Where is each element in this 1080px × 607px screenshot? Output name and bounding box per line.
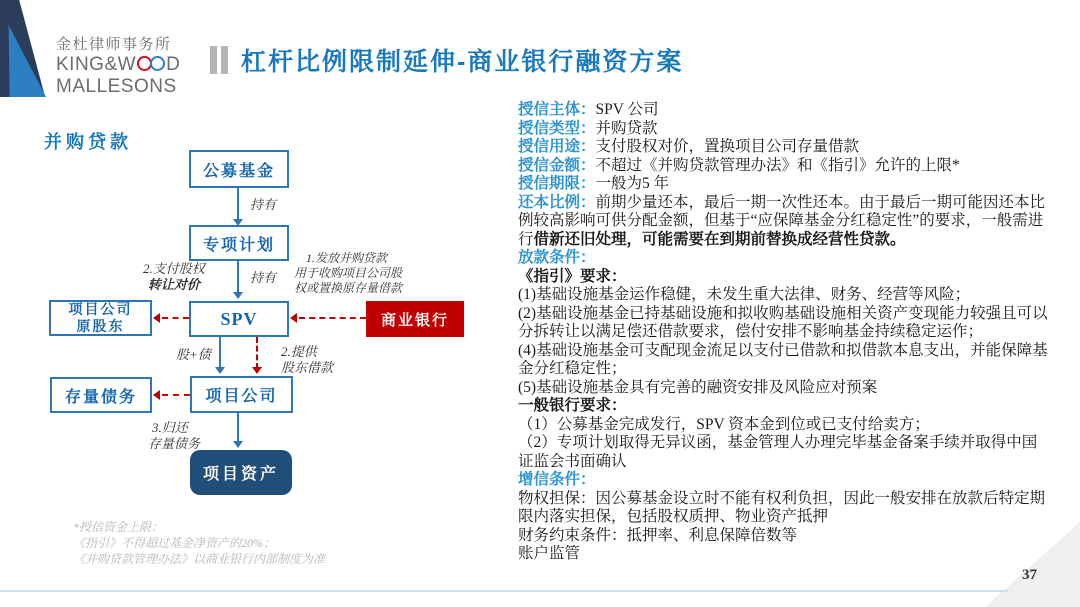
- label-repay-debt-line2: 存量债务: [148, 436, 201, 451]
- node-spv-label: SPV: [220, 308, 258, 329]
- arrow-fund-to-plan: [237, 188, 239, 221]
- details-panel: [518, 101, 1050, 564]
- footnote: [73, 519, 325, 567]
- detail-text: 一般为5 年: [595, 175, 670, 192]
- node-special-plan: [189, 225, 289, 261]
- label-pay-equity: [143, 261, 205, 293]
- label-repay-debt: [148, 420, 200, 452]
- label-provide-loan: [281, 344, 333, 376]
- arrow-spv-to-company: [219, 337, 221, 369]
- guide-item-5: (5)基础设施基金具有完善的融资安排及风险应对预案: [518, 378, 878, 396]
- detail-text: SPV 公司: [595, 101, 659, 118]
- label-hold-2: 持有: [250, 270, 277, 285]
- node-commercial-bank: [366, 301, 464, 337]
- section-label: 增信条件：: [518, 471, 596, 488]
- arrowhead-company-to-assets: [233, 441, 243, 448]
- title-bar-1: [210, 46, 217, 74]
- arrow-spv-to-shareholders: [162, 317, 189, 319]
- arrowhead-bank-to-spv: [290, 313, 297, 323]
- enhancement-item-account: 账户监管: [518, 545, 581, 562]
- node-original-shareholders: [49, 300, 152, 336]
- node-project-company: [190, 376, 293, 413]
- arrow-bank-to-spv: [299, 317, 366, 319]
- label-bank-loan-note: [294, 251, 402, 296]
- label-provide-loan-line1: 2.提供: [281, 344, 317, 359]
- page-number: 37: [1022, 567, 1037, 583]
- title-bar-2: [221, 46, 228, 74]
- diagram-heading: 并购贷款: [44, 132, 132, 152]
- kwm-logo-mark-icon: [0, 0, 48, 97]
- node-project-company-label: 项目公司: [205, 388, 278, 405]
- detail-text: 支付股权对价，置换项目公司存量借款: [595, 138, 860, 155]
- kwm-blue-ring-icon: [150, 56, 165, 71]
- arrowhead-spv-to-shareholders: [153, 313, 160, 323]
- logo-english-line2: MALLESONS: [56, 76, 177, 97]
- label-hold-1: 持有: [250, 197, 277, 212]
- detail-text: 前期少量还本，最后一期一次性还本。由于最后一期可能因还本比例较高影响可供分配金额，但基于“应保障基金分红稳定性”的要求，一般需进行: [518, 193, 1046, 248]
- detail-text: 并购贷款: [595, 119, 658, 137]
- label-pay-equity-line2: 转让对价: [147, 277, 200, 292]
- logo-chinese-name: 金杜律师事务所: [56, 36, 172, 53]
- section-credit-enhancement: [518, 471, 1050, 490]
- node-existing-debt: [50, 377, 152, 413]
- logo-en-suffix: D: [166, 54, 181, 75]
- bank-requirements-header: 一般银行要求：: [518, 397, 627, 414]
- arrowhead-plan-to-spv: [233, 292, 243, 299]
- arrowhead-spv-to-company: [215, 367, 225, 374]
- detail-row-credit-term: [518, 175, 1050, 194]
- detail-row-credit-type: [518, 120, 1050, 139]
- detail-text: 不超过《并购贷款管理办法》和《指引》允许的上限*: [595, 156, 960, 174]
- footnote-line2: 《指引》不得超过基金净资产的20%；: [73, 536, 275, 550]
- detail-label: 还本比例：: [518, 193, 596, 211]
- detail-row-repayment-ratio: [518, 194, 1050, 250]
- label-bank-loan-note-line3: 权或置换原存量借款: [294, 281, 403, 295]
- bank-item-1: （1）公募基金完成发行，SPV 资本金到位或已支付给卖方；: [518, 415, 930, 433]
- detail-row-credit-use: [518, 138, 1050, 157]
- label-repay-debt-line1: 3.归还: [152, 420, 188, 435]
- node-public-fund: [189, 150, 289, 188]
- title-marker-bars-icon: [210, 46, 232, 79]
- detail-label: 授信主体：: [518, 101, 596, 118]
- bank-item-2: （2）专项计划取得无异议函，基金管理人办理完毕基金备案手续并取得中国证监会书面确认: [518, 434, 1038, 470]
- detail-label: 授信期限：: [518, 175, 596, 192]
- guide-item-2: (2)基础设施基金已持基础设施和拟收购基础设施相关资产变现能力较强且可以分拆转让以满足偿还借款要求，偿付安排不影响基金持续稳定运作；: [518, 304, 1048, 340]
- page-title: 杠杆比例限制延伸-商业银行融资方案: [241, 48, 684, 76]
- arrow-plan-to-spv: [237, 261, 239, 294]
- node-original-shareholders-line1: 项目公司: [68, 301, 133, 317]
- guide-item-1: (1)基础设施基金运作稳健，未发生重大法律、财务、经营等风险；: [518, 286, 971, 303]
- arrow-spv-loan-to-company: [256, 337, 258, 369]
- detail-row-credit-amount: [518, 157, 1050, 176]
- guide-item-4: (4)基础设施基金可支配现金流足以支付已借款和拟借款本息支出，并能保障基金分红稳定性；: [518, 341, 1048, 377]
- section-disbursement-conditions: [518, 249, 1050, 268]
- arrowhead-fund-to-plan: [233, 219, 243, 226]
- detail-label: 授信用途：: [518, 138, 596, 155]
- label-provide-loan-line2: 股东借款: [281, 360, 334, 375]
- node-commercial-bank-label: 商业银行: [380, 311, 449, 329]
- enhancement-item-collateral: 物权担保：因公募基金设立时不能有权利负担，因此一般安排在放款后特定期限内落实担保，包括股权质押、物业资产抵押: [518, 489, 1046, 525]
- node-spv: [189, 301, 289, 337]
- node-project-assets: [190, 450, 292, 495]
- arrowhead-company-to-debt: [153, 390, 160, 400]
- logo-text: [56, 37, 180, 96]
- node-existing-debt-label: 存量债务: [64, 388, 137, 406]
- node-project-assets-label: 项目资产: [202, 466, 279, 483]
- node-public-fund-label: 公募基金: [202, 162, 275, 180]
- node-special-plan-label: 专项计划: [202, 236, 275, 254]
- label-equity-debt: 股+债: [176, 347, 211, 362]
- arrowhead-spv-loan-to-company: [252, 367, 262, 374]
- section-label: 放款条件：: [518, 249, 596, 266]
- label-pay-equity-line1: 2.支付股权: [143, 261, 205, 276]
- enhancement-item-covenants: 财务约束条件：抵押率、利息保障倍数等: [518, 526, 798, 544]
- footer-divider: [0, 590, 1008, 592]
- footnote-line1: *授信资金上限：: [73, 520, 164, 534]
- detail-label: 授信类型：: [518, 119, 596, 137]
- footnote-line3: 《并购贷款管理办法》以商业银行内部制度为准: [73, 552, 326, 566]
- guide-requirements-header: 《指引》要求：: [518, 267, 627, 285]
- arrow-company-to-assets: [237, 413, 239, 443]
- arrow-company-to-debt: [162, 394, 190, 396]
- logo-english-line1: [56, 55, 180, 74]
- label-bank-loan-note-line2: 用于收购项目公司股: [294, 266, 403, 280]
- detail-text-bold: 借新还旧处理，可能需要在到期前替换成经营性贷款。: [533, 230, 906, 248]
- label-bank-loan-note-line1: 1.发放并购贷款: [306, 251, 388, 265]
- node-original-shareholders-line2: 原股东: [76, 318, 125, 334]
- detail-row-credit-subject: [518, 101, 1050, 120]
- logo-en-prefix: KING&W: [56, 54, 137, 75]
- detail-label: 授信金额：: [518, 156, 596, 174]
